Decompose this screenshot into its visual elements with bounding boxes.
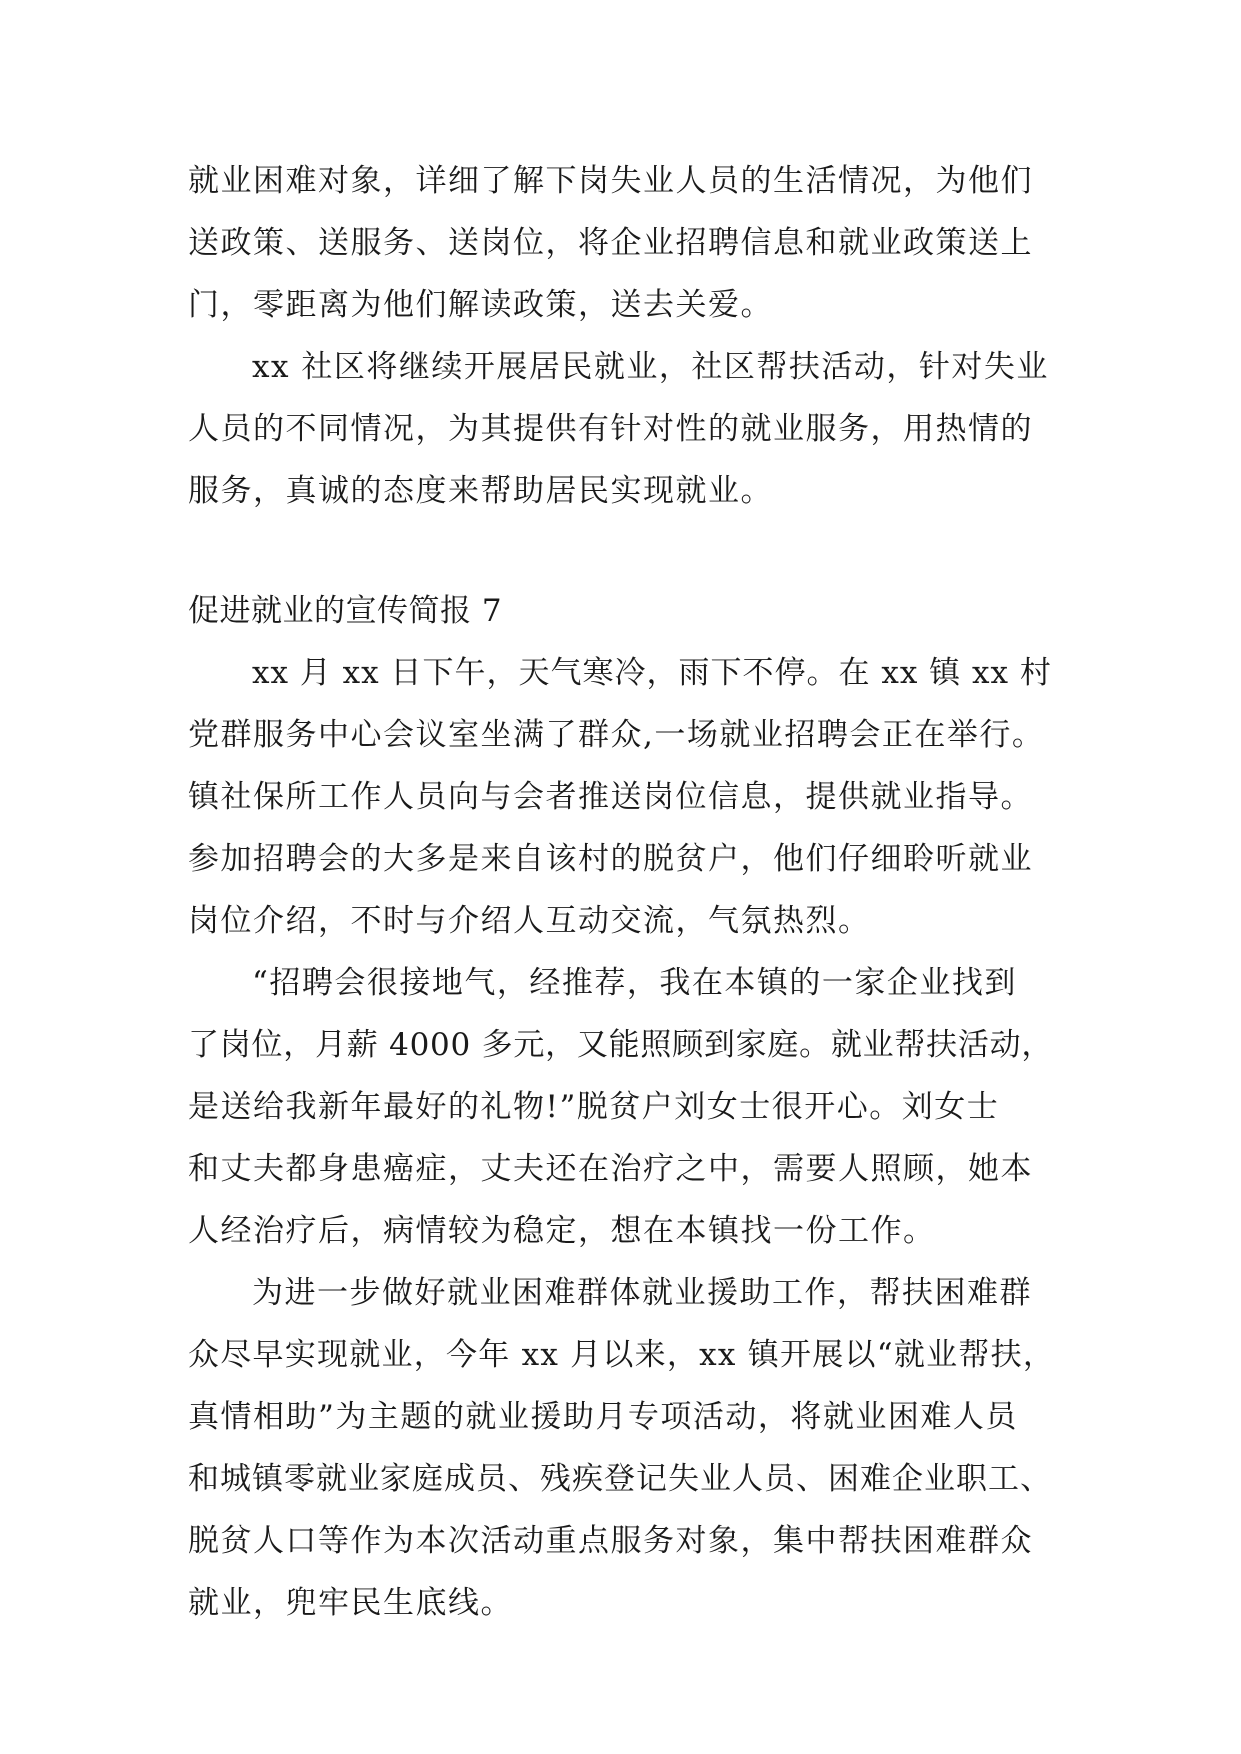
text-line: 党群服务中心会议室坐满了群众,一场就业招聘会正在举行。 (188, 717, 1045, 753)
text-line: 镇社保所工作人员向与会者推送岗位信息，提供就业指导。 (188, 779, 1033, 815)
text-line: 就业困难对象，详细了解下岗失业人员的生活情况，为他们 (188, 163, 1033, 199)
text-line: 众尽早实现就业，今年 xx 月以来，xx 镇开展以“就业帮扶， (188, 1337, 1056, 1373)
paragraph (188, 952, 1056, 1262)
paragraph (188, 150, 1056, 336)
paragraph (188, 642, 1056, 952)
text-line: 门，零距离为他们解读政策，送去关爱。 (188, 287, 773, 323)
paragraph (188, 1262, 1056, 1634)
section-heading: 促进就业的宣传简报 7 (188, 593, 503, 629)
text-line: 真情相助”为主题的就业援助月专项活动，将就业困难人员 (188, 1399, 1018, 1435)
text-line: 是送给我新年最好的礼物!”脱贫户刘女士很开心。刘女士 (188, 1089, 1000, 1125)
text-line: 服务，真诚的态度来帮助居民实现就业。 (188, 473, 773, 509)
text-line: 岗位介绍，不时与介绍人互动交流，气氛热烈。 (188, 903, 871, 939)
text-line: 人员的不同情况，为其提供有针对性的就业服务，用热情的 (188, 411, 1033, 447)
text-line: 就业，兜牢民生底线。 (188, 1585, 513, 1621)
document-body (188, 150, 1056, 1634)
text-line: 为进一步做好就业困难群体就业援助工作，帮扶困难群 (252, 1275, 1032, 1311)
text-line: “招聘会很接地气，经推荐，我在本镇的一家企业找到 (252, 965, 1017, 1001)
paragraph (188, 336, 1056, 522)
text-line: xx 社区将继续开展居民就业，社区帮扶活动，针对失业 (252, 349, 1049, 385)
text-line: xx 月 xx 日下午，天气寒冷，雨下不停。在 xx 镇 xx 村 (252, 655, 1052, 691)
text-line: 了岗位，月薪 4000 多元，又能照顾到家庭。就业帮扶活动， (188, 1027, 1054, 1063)
text-line: 和城镇零就业家庭成员、残疾登记失业人员、困难企业职工、 (188, 1461, 1052, 1497)
text-line: 送政策、送服务、送岗位，将企业招聘信息和就业政策送上 (188, 225, 1033, 261)
text-line: 和丈夫都身患癌症，丈夫还在治疗之中，需要人照顾，她本 (188, 1151, 1033, 1187)
section-spacer (188, 522, 1056, 580)
text-line: 参加招聘会的大多是来自该村的脱贫户，他们仔细聆听就业 (188, 841, 1033, 877)
text-line: 脱贫人口等作为本次活动重点服务对象，集中帮扶困难群众 (188, 1523, 1033, 1559)
text-line: 人经治疗后，病情较为稳定，想在本镇找一份工作。 (188, 1213, 936, 1249)
